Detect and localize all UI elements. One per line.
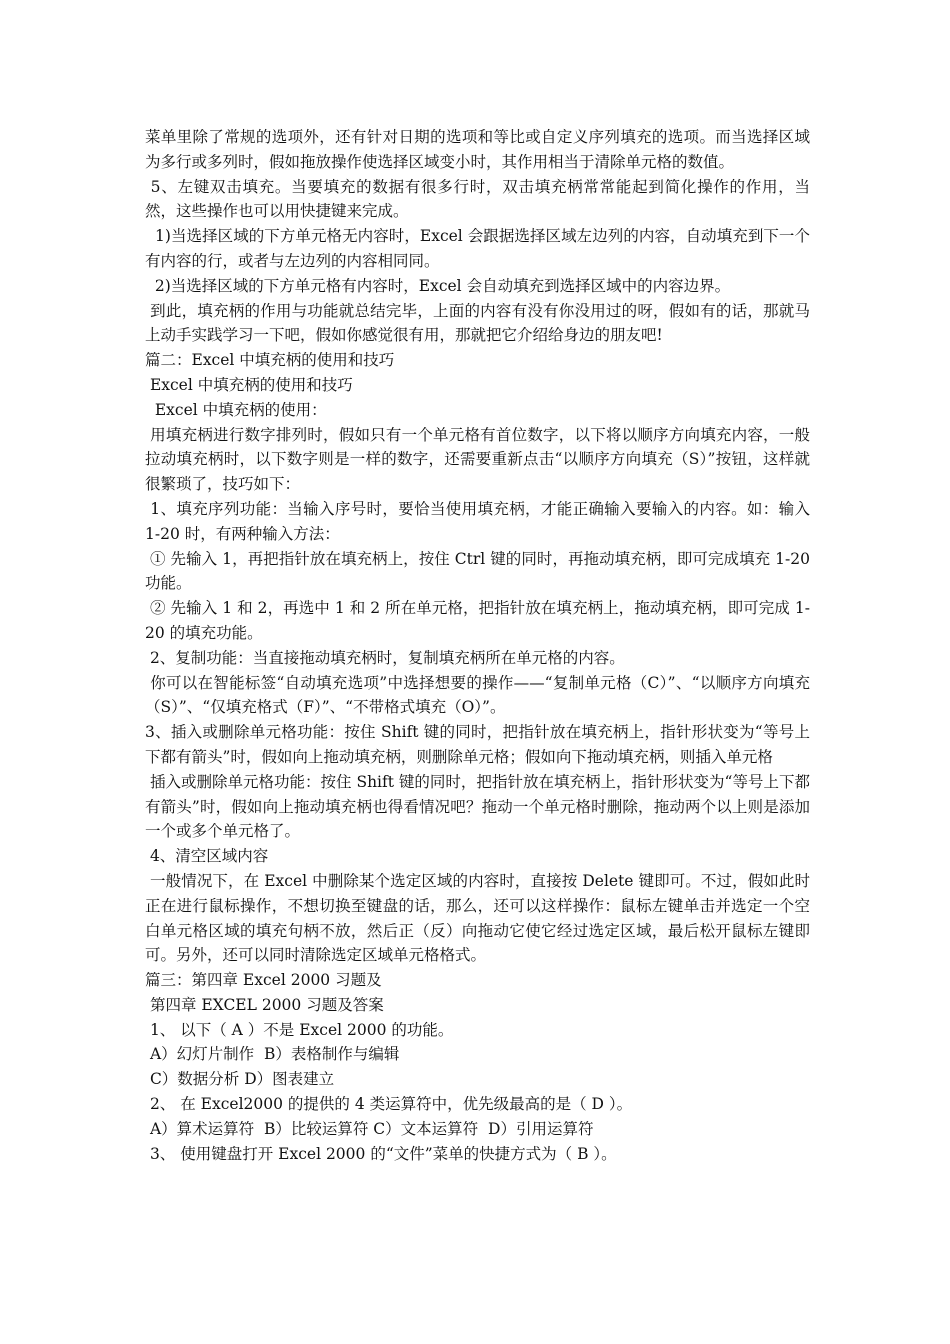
answer-options: C）数据分析 D）图表建立 — [145, 1070, 335, 1089]
section-heading: 篇二：Excel 中填充柄的使用和技巧 — [145, 351, 395, 370]
answer-options: A）幻灯片制作 B）表格制作与编辑 — [145, 1045, 400, 1064]
article-title: Excel 中填充柄的使用和技巧 — [145, 375, 353, 394]
question: 2、 在 Excel2000 的提供的 4 类运算符中，优先级最高的是（ D ）。 — [145, 1095, 633, 1114]
paragraph: 插入或删除单元格功能：按住 Shift 键的同时，把指针放在填充柄上，指针形状变为“等号上下都有箭头”时，假如向上拖动填充柄也得看情况吧？拖动一个单元格时删除，拖动两个以上则是添加一个或多个单元格了。 — [145, 772, 810, 841]
paragraph: 3、插入或删除单元格功能：按住 Shift 键的同时，把指针放在填充柄上，指针形状变为“等号上下都有箭头”时，假如向上拖动填充柄，则删除单元格；假如向下拖动填充柄，则插入单元格 — [145, 723, 810, 766]
paragraph: 用填充柄进行数字排列时，假如只有一个单元格有首位数字，以下将以顺序方向填充内容，一般拉动填充柄时，以下数字则是一样的数字，还需要重新点击“以顺序方向填充（S）”按钮，这样就很繁琐了，技巧如下： — [145, 425, 810, 494]
paragraph: 2)当选择区域的下方单元格有内容时，Excel 会自动填充到选择区域中的内容边界。 — [145, 276, 731, 295]
paragraph: 1)当选择区域的下方单元格无内容时，Excel 会跟据选择区域左边列的内容，自动填充到下一个有内容的行，或者与左边列的内容相同同。 — [145, 227, 810, 270]
subheading: Excel 中填充柄的使用： — [145, 400, 327, 419]
question: 3、 使用键盘打开 Excel 2000 的“文件”菜单的快捷方式为（ B ）。 — [145, 1144, 617, 1163]
answer-options: A）算术运算符 B）比较运算符 C）文本运算符 D）引用运算符 — [145, 1119, 594, 1138]
paragraph: 1、填充序列功能：当输入序号时，要恰当使用填充柄，才能正确输入要输入的内容。如：输入 1-20 时，有两种输入方法： — [145, 499, 815, 543]
paragraph: ② 先输入 1 和 2，再选中 1 和 2 所在单元格，把指针放在填充柄上，拖动填充柄，即可完成 1-20 的填充功能。 — [145, 599, 810, 642]
paragraph: 5、左键双击填充。当要填充的数据有很多行时，双击填充柄常常能起到简化操作的作用，当然，这些操作也可以用快捷键来完成。 — [145, 177, 810, 221]
section-heading: 篇三：第四章 Excel 2000 习题及 — [145, 971, 382, 990]
paragraph: 你可以在智能标签“自动填充选项”中选择想要的操作——“复制单元格（C）”、“以顺序方向填充（S）”、“仅填充格式（F）”、“不带格式填充（O）”。 — [145, 673, 810, 717]
paragraph: 一般情况下，在 Excel 中删除某个选定区域的内容时，直接按 Delete 键即可。不过，假如此时正在进行鼠标操作，不想切换至键盘的话，那么，还可以这样操作：鼠标左键单击并选定一个空白单元格区域的填充句柄不放，然后正（反）向拖动它使它经过选定区域，最后松开鼠标左键即可。另外，还可以同时清除选定区域单元格格式。 — [145, 871, 810, 965]
paragraph: 4、清空区域内容 — [145, 847, 269, 866]
document-body — [145, 125, 815, 1166]
question: 1、 以下（ A ）不是 Excel 2000 的功能。 — [145, 1020, 454, 1039]
paragraph: 菜单里除了常规的选项外，还有针对日期的选项和等比或自定义序列填充的选项。而当选择区域为多行或多列时，假如拖放操作使选择区域变小时，其作用相当于清除单元格的数值。 — [145, 128, 810, 171]
paragraph: 2、复制功能：当直接拖动填充柄时，复制填充柄所在单元格的内容。 — [145, 648, 625, 667]
paragraph: ① 先输入 1，再把指针放在填充柄上，按住 Ctrl 键的同时，再拖动填充柄，即可完成填充 1-20 功能。 — [145, 549, 815, 593]
paragraph: 到此，填充柄的作用与功能就总结完毕，上面的内容有没有你没用过的呀，假如有的话，那就马上动手实践学习一下吧，假如你感觉很有用，那就把它介绍给身边的朋友吧! — [145, 301, 810, 345]
article-title: 第四章 EXCEL 2000 习题及答案 — [145, 995, 384, 1014]
